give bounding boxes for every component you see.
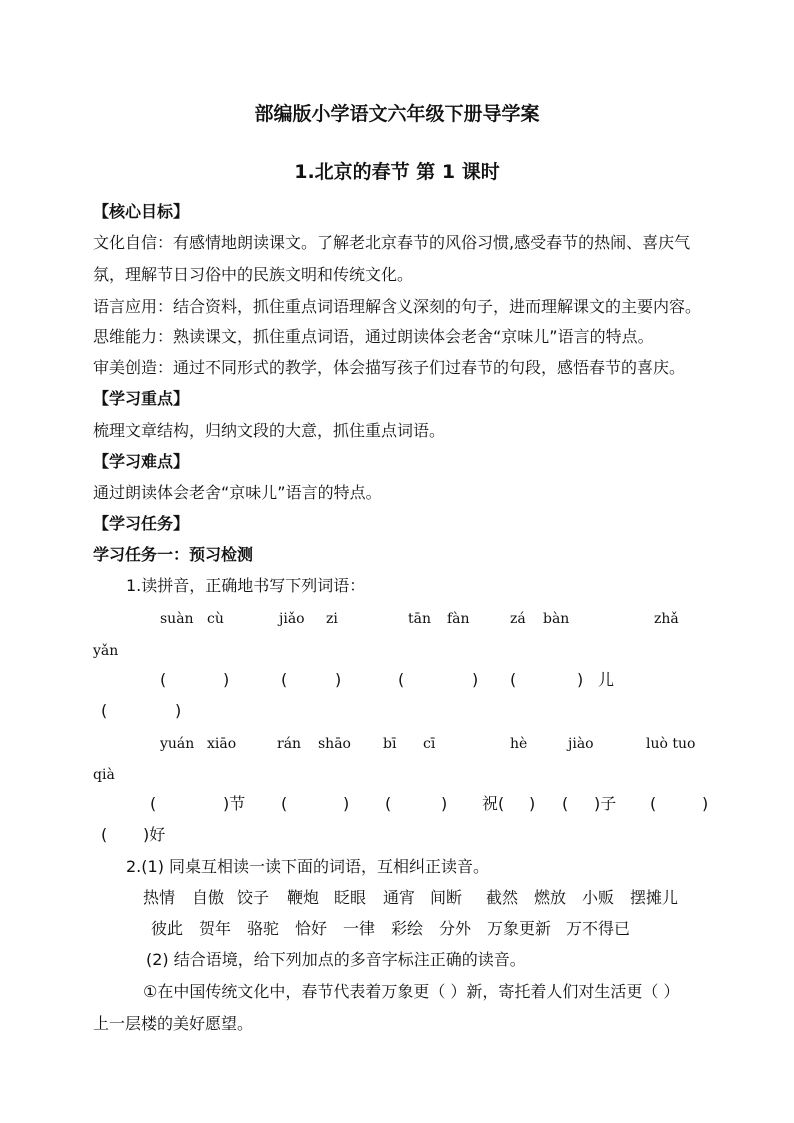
pinyin-wrap-2: qià: [93, 767, 115, 783]
context-sentence-line-1: ①在中国传统文化中，春节代表着万象更（ ）新，寄托着人们对生活更（ ）: [143, 982, 680, 1001]
pinyin: shāo: [318, 736, 351, 752]
question-1: 1.读拼音，正确地书写下列词语：: [126, 576, 366, 595]
answer-blank-open: (: [101, 701, 108, 720]
answer-blank-close: ): [472, 670, 479, 689]
vocab-word: 通宵: [383, 888, 416, 907]
vocab-word: 贺年: [199, 919, 232, 938]
answer-blank-close: ): [702, 794, 709, 813]
goals-line-5: 审美创造：通过不同形式的教学，体会描写孩子们过春节的句段，感悟春节的喜庆。: [93, 358, 686, 377]
answer-blank-close: ): [577, 670, 584, 689]
answer-blank-open: (: [510, 670, 517, 689]
answer-blank-close: )子: [594, 794, 617, 813]
answer-blank-open: (: [160, 670, 167, 689]
vocab-word: 彼此: [151, 919, 184, 938]
goals-heading: 【核心目标】: [93, 202, 190, 221]
answer-blank-open: (: [101, 825, 108, 844]
vocab-row-1: [0, 888, 794, 908]
vocab-word: 摆摊儿: [630, 888, 679, 907]
answer-row-2: [0, 794, 794, 814]
pinyin: suàn: [160, 611, 194, 627]
answer-blank-close: ): [335, 670, 342, 689]
vocab-word: 万象更新: [487, 919, 552, 938]
vocab-word: 万不得已: [566, 919, 631, 938]
answer-blank-close: ): [223, 670, 230, 689]
word-suffix: 儿: [598, 670, 615, 689]
answer-blank-open: (: [150, 794, 157, 813]
vocab-word: 小贩: [582, 888, 615, 907]
pinyin: zá: [510, 611, 526, 627]
pinyin-wrap-1: yǎn: [93, 643, 119, 659]
tasks-heading: 【学习任务】: [93, 514, 190, 533]
pinyin: rán: [277, 736, 302, 752]
pinyin: yuán: [160, 736, 195, 752]
vocab-word: 燃放: [534, 888, 567, 907]
question-2-part-2: (2) 结合语境，给下列加点的多音字标注正确的读音。: [146, 950, 526, 969]
question-2: 2.(1) 同桌互相读一读下面的词语，互相纠正读音。: [126, 857, 490, 876]
answer-blank-open: (: [650, 794, 657, 813]
answer-blank-open: 祝(: [482, 794, 505, 813]
answer-blank-open: (: [562, 794, 569, 813]
answer-blank-close: ): [441, 794, 448, 813]
pinyin: zi: [326, 611, 338, 627]
answer-row-1: [0, 670, 794, 690]
answer-blank-close: ): [175, 701, 182, 720]
vocab-word: 热情: [143, 888, 176, 907]
pinyin-row-1: [0, 609, 794, 629]
vocab-word: 自傲: [192, 888, 225, 907]
vocab-row-2: [0, 919, 794, 939]
pinyin: hè: [510, 736, 528, 752]
task-one-title: 学习任务一：预习检测: [93, 545, 254, 564]
answer-blank-close: )好: [143, 825, 166, 844]
answer-blank-open: (: [281, 670, 288, 689]
pinyin-row-2: [0, 734, 794, 754]
answer-blank-open: (: [385, 794, 392, 813]
pinyin: jiào: [568, 736, 594, 752]
pinyin: bī: [383, 736, 397, 752]
pinyin: cī: [423, 736, 436, 752]
answer-blank-close: )节: [223, 794, 246, 813]
focus-text: 梳理文章结构，归纳文段的大意，抓住重点词语。: [93, 421, 446, 440]
pinyin: zhǎ: [654, 611, 679, 627]
vocab-word: 鞭炮: [287, 888, 320, 907]
goals-line-1: 文化自信：有感情地朗读课文。了解老北京春节的风俗习惯,感受春节的热闹、喜庆气: [93, 233, 691, 252]
pinyin: cù: [207, 611, 224, 627]
vocab-word: 饺子: [237, 888, 270, 907]
vocab-word: 一律: [343, 919, 376, 938]
answer-blank-close: ): [343, 794, 350, 813]
answer-row-1-wrap: [0, 701, 794, 721]
goals-line-4: 思维能力：熟读课文，抓住重点词语，通过朗读体会老舍“京味儿”语言的特点。: [93, 327, 654, 346]
pinyin: bàn: [543, 611, 570, 627]
pinyin: tān: [408, 611, 431, 627]
document-title: 部编版小学语文六年级下册导学案: [254, 103, 540, 125]
vocab-word: 截然: [486, 888, 519, 907]
goals-line-3: 语言应用：结合资料，抓住重点词语理解含义深刻的句子，进而理解课文的主要内容。: [93, 297, 702, 316]
vocab-word: 骆驼: [247, 919, 280, 938]
answer-blank-open: (: [398, 670, 405, 689]
vocab-word: 恰好: [295, 919, 328, 938]
answer-blank-close: ): [529, 794, 536, 813]
pinyin: xiāo: [207, 736, 237, 752]
vocab-word: 间断: [430, 888, 463, 907]
pinyin: fàn: [447, 611, 470, 627]
answer-blank-open: (: [281, 794, 288, 813]
pinyin: luò tuo: [646, 736, 696, 752]
context-sentence-line-2: 上一层楼的美好愿望。: [93, 1014, 254, 1033]
lesson-title: 1.北京的春节 第 1 课时: [294, 161, 500, 183]
vocab-word: 眨眼: [334, 888, 367, 907]
goals-line-2: 氛，理解节日习俗中的民族文明和传统文化。: [93, 265, 414, 284]
answer-row-2-wrap: [0, 825, 794, 845]
pinyin: jiǎo: [279, 611, 305, 627]
difficulty-heading: 【学习难点】: [93, 452, 190, 471]
vocab-word: 彩绘: [391, 919, 424, 938]
focus-heading: 【学习重点】: [93, 389, 190, 408]
vocab-word: 分外: [439, 919, 472, 938]
difficulty-text: 通过朗读体会老舍“京味儿”语言的特点。: [93, 483, 382, 502]
